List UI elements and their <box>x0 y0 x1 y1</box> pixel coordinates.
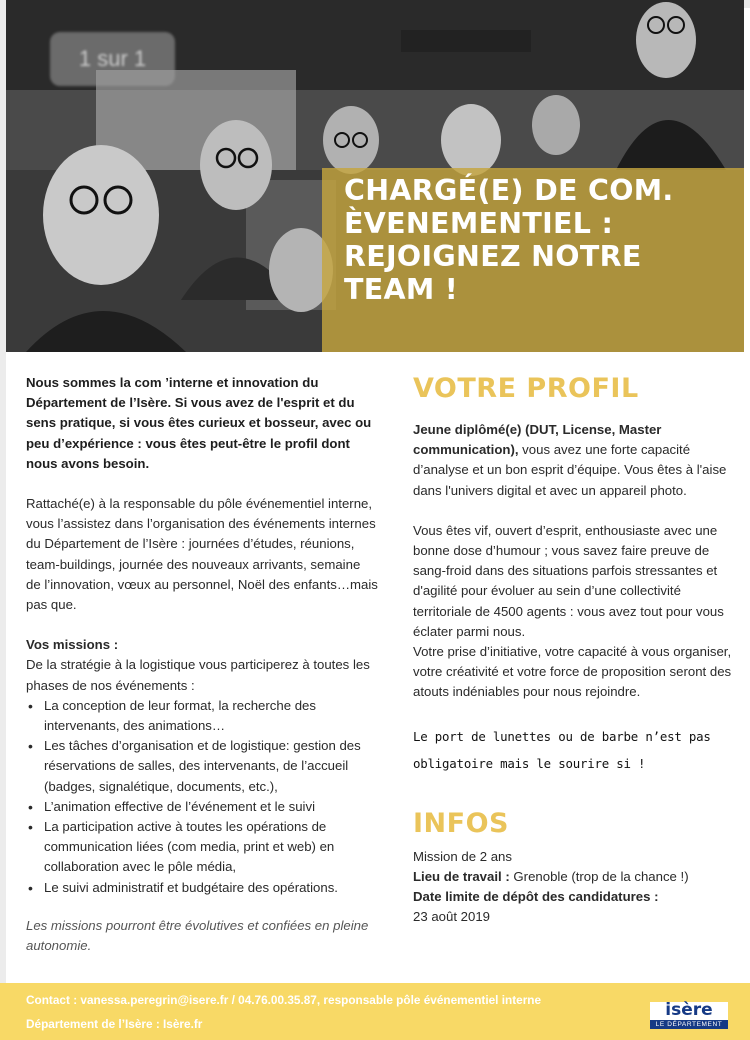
list-item: • L’animation effective de l’événement et le suivi <box>26 797 378 817</box>
infos-title: INFOS <box>413 807 509 839</box>
missions-title: Vos missions : <box>26 637 119 653</box>
deadline-label: Date limite de dépôt des candidatures : <box>413 889 659 905</box>
department-link[interactable]: Isère.fr <box>163 1017 203 1031</box>
deadline-value: 23 août 2019 <box>413 909 491 925</box>
list-item: • La participation active à toutes les opérations de communication liées (com media, print et web) en collaboration avec le pôle média, <box>26 817 378 878</box>
contact-label: Contact : <box>26 993 81 1007</box>
page-title: CHARGÉ(E) DE COM. ÈVENEMENTIEL : REJOIGNEZ NOTRE TEAM ! <box>344 174 674 306</box>
missions-list <box>26 696 378 898</box>
context-text: Rattaché(e) à la responsable du pôle événementiel interne, vous l’assistez dans l’organisation des événements internes du Département de l’Isère : journées d’études, réunions, team-buildings, journée des nouveaux arrivants, semaine de l’innovation, vœux au personnel, Noël des enfants…mais pas que. <box>26 496 378 613</box>
footer <box>0 983 750 1040</box>
list-item: • La conception de leur format, la recherche des intervenants, des animations… <box>26 696 378 736</box>
list-item: • Les tâches d’organisation et de logistique: gestion des réservations de salles, des intervenants, de l’accueil (badges, signalétique, documents, etc.), <box>26 736 378 797</box>
intro-text: Nous sommes la com ’interne et innovation du Département de l’Isère. Si vous avez de l'esprit et du sens pratique, si vous êtes curieux et bosseur, avec ou peu d’expérience : vous êtes peut-être le profil dont nous avons besoin. <box>26 375 372 471</box>
page-counter: 1 sur 1 <box>50 32 175 86</box>
mission-duration: Mission de 2 ans <box>413 848 512 864</box>
isere-logo-subtitle: LE DÉPARTEMENT <box>650 1020 728 1029</box>
profil-bold: Jeune diplômé(e) (DUT, License, Master communication), <box>413 422 662 458</box>
list-item: • Le suivi administratif et budgétaire des opérations. <box>26 878 378 898</box>
missions-note: Les missions pourront être évolutives et confiées en pleine autonomie. <box>26 917 369 954</box>
profil-paragraph-3: Votre prise d’initiative, votre capacité à vous organiser, votre créativité et votre force de proposition seront des atouts indéniables pour nous rejoindre. <box>413 644 732 700</box>
missions-intro: De la stratégie à la logistique vous participerez à toutes les phases de nos événements : <box>26 657 370 693</box>
contact-value[interactable]: vanessa.peregrin@isere.fr / 04.76.00.35.87, responsable pôle événementiel interne <box>80 993 542 1007</box>
profil-paragraph-1 <box>413 420 733 501</box>
footer-contact <box>26 993 541 1007</box>
infos-block <box>413 847 733 928</box>
work-location-label: Lieu de travail : <box>413 868 510 884</box>
profil-text: vous avez une forte capacité d’analyse et un bon esprit d’équipe. Vous êtes à l'aise dans l'univers digital et avec un appareil photo. <box>413 442 727 498</box>
work-location <box>413 867 733 887</box>
profil-title: VOTRE PROFIL <box>413 373 639 404</box>
handwritten-note: Le port de lunettes ou de barbe n’est pas obligatoire mais le sourire si ! <box>413 728 711 771</box>
left-column <box>26 373 378 976</box>
isere-logo: isère <box>650 1002 728 1020</box>
profil-paragraph-2: Vous êtes vif, ouvert d’esprit, enthousiaste avec une bonne dose d’humour ; vous savez faire preuve de sang-froid dans des situations parfois stressantes et d'agilité pour évoluer au sein d’une collectivité territoriale de 4500 agents : vous avez tout pour vous éclater parmi nous. <box>413 522 724 639</box>
work-location-value: Grenoble (trop de la chance !) <box>509 868 689 884</box>
right-column <box>413 370 733 927</box>
department-label: Département de l’Isère : <box>26 1017 164 1031</box>
footer-department <box>26 1017 202 1031</box>
